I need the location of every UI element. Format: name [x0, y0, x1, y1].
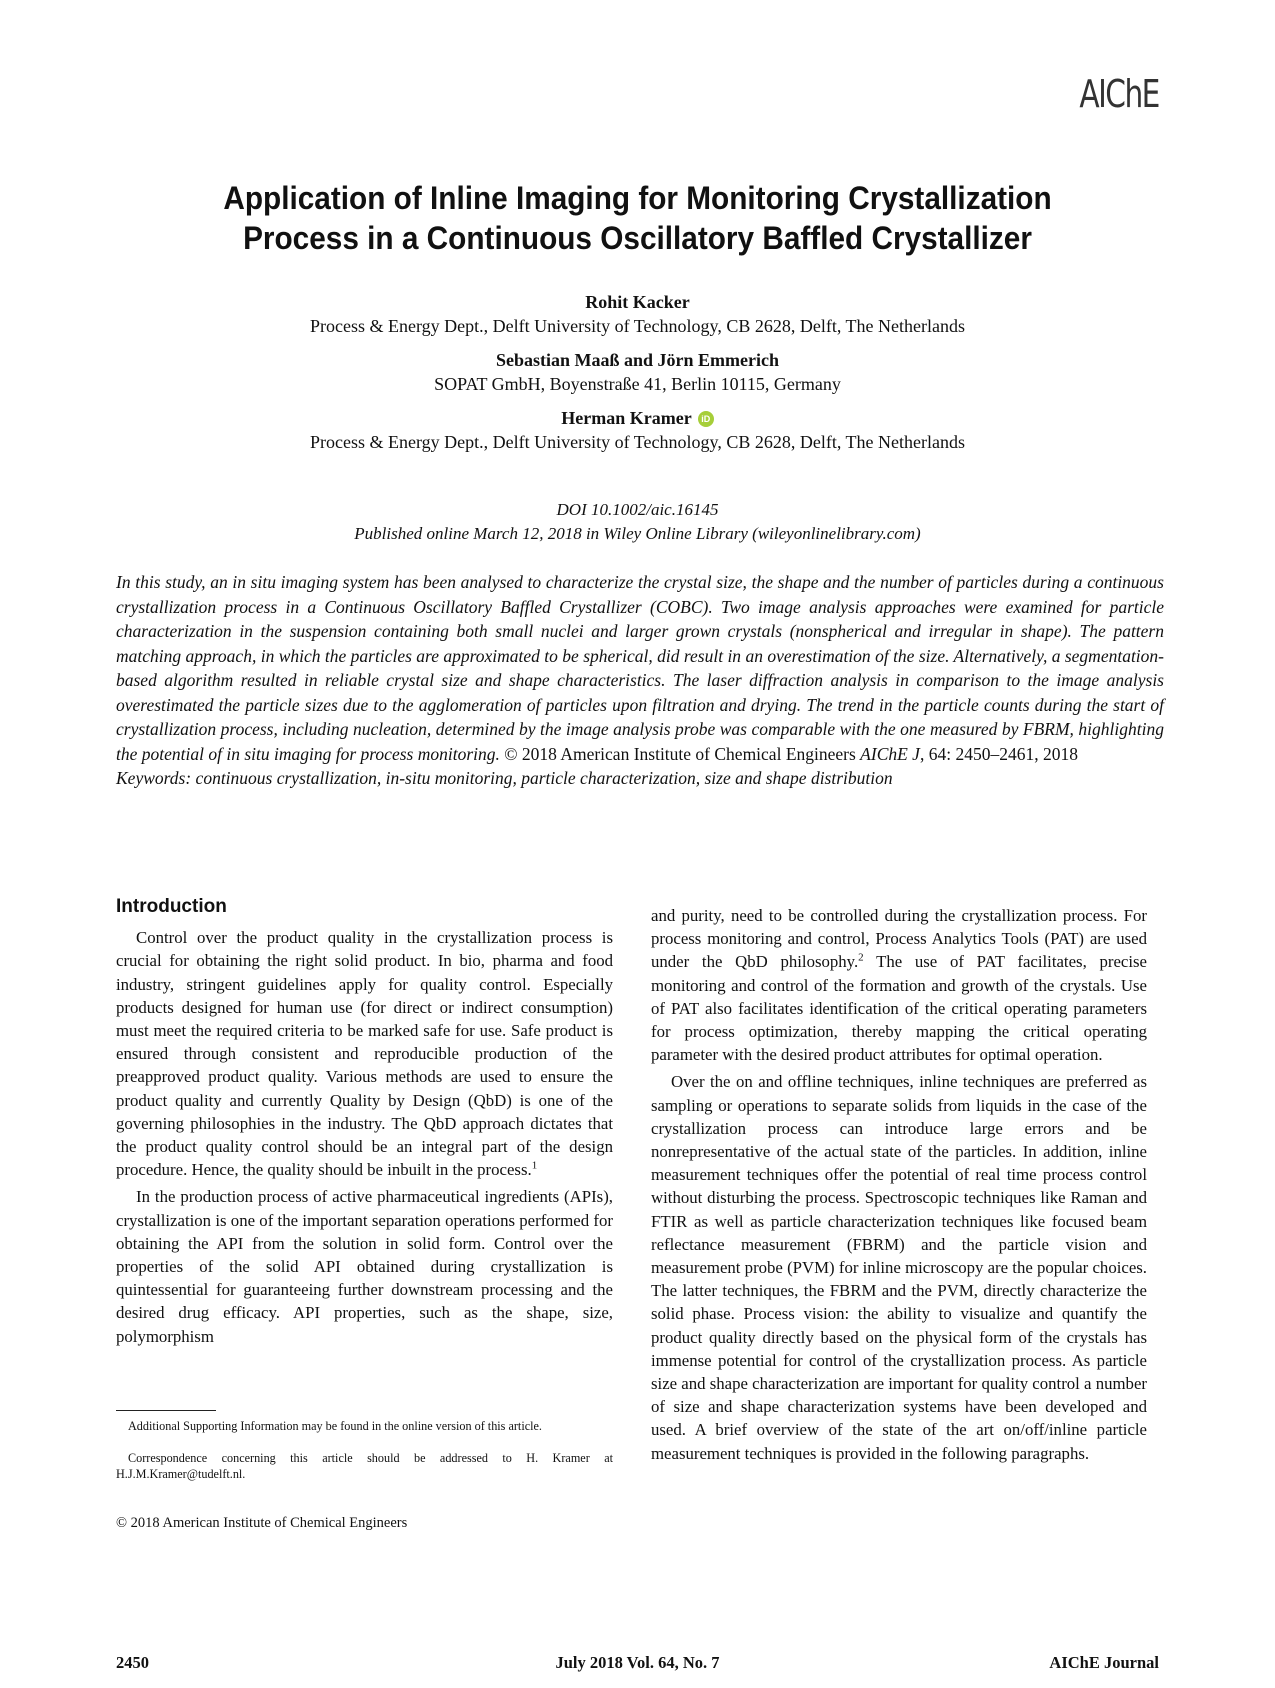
footnote: Correspondence concerning this article should be addressed to H. Kramer at H.J.M.Kramer@tudelft.nl.: [116, 1451, 613, 1481]
published-online: Published online March 12, 2018 in Wiley Online Library (wileyonlinelibrary.com): [354, 524, 921, 543]
abstract-citation: , 64: 2450–2461, 2018: [919, 743, 1078, 764]
issue-info: July 2018 Vol. 64, No. 7: [555, 1653, 720, 1672]
section-heading: Introduction: [116, 896, 227, 917]
publication-info: [110, 498, 1165, 546]
abstract-text: [116, 570, 1164, 766]
copyright-notice: © 2018 American Institute of Chemical Engineers: [116, 1515, 408, 1531]
paragraph-text: and purity, need to be controlled during the crystallization process. For process monitoring and control, Process Analytics Tools (PAT) are used under the QbD philosophy.: [651, 906, 1147, 972]
author-affiliation: Process & Energy Dept., Delft University of Technology, CB 2628, Delft, The Netherlands: [310, 432, 965, 452]
article-title: [110, 178, 1165, 258]
journal-abbrev: AIChE J: [860, 743, 920, 764]
doi: DOI 10.1002/aic.16145: [556, 500, 719, 519]
title-line-1: Application of Inline Imaging for Monitoring Crystallization: [223, 180, 1052, 216]
title-line-2: Process in a Continuous Oscillatory Baffled Crystallizer: [243, 220, 1032, 256]
author-name: Sebastian Maaß and Jörn Emmerich: [495, 350, 780, 370]
body-column-left: [116, 895, 613, 1352]
page-number: 2450: [116, 1653, 149, 1672]
footnotes: [116, 1418, 613, 1498]
abstract-body: In this study, an in situ imaging system has been analysed to characterize the crystal size, the shape and the number of particles during a continuous crystallization process in a Continuous Oscillatory Baffled Crystallizer (COBC). Two image analysis approaches were examined for particle characterization in the suspension containing both small nuclei and larger grown crystals (nonspherical and irregular in shape). The pattern matching approach, in which the particles are approximated to be spherical, did result in an overestimation of the size. Alternatively, a segmentation-based algorithm resulted in reliable crystal size and shape characteristics. The laser diffraction analysis in comparison to the image analysis overestimated the particle sizes due to the agglomeration of particles upon filtration and drying. The trend in the particle counts during the start of crystallization process, including nucleation, determined by the image analysis probe was comparable with the one measured by FBRM, highlighting the potential of in situ imaging for process monitoring.: [116, 572, 1164, 764]
author-name-with-orcid: [110, 406, 1165, 430]
paragraph: [116, 926, 613, 1181]
orcid-icon[interactable]: iD: [698, 411, 714, 427]
author-affiliation: Process & Energy Dept., Delft University of Technology, CB 2628, Delft, The Netherlands: [310, 316, 965, 336]
reference-marker[interactable]: 1: [531, 1159, 538, 1172]
author-affiliation: SOPAT GmbH, Boyenstraße 41, Berlin 10115, Germany: [434, 374, 841, 394]
paragraph: In the production process of active pharmaceutical ingredients (APIs), crystallization is one of the important separation operations performed for obtaining the API from the solution in solid form. Control over the properties of the solid API obtained during crystallization is quintessential for guaranteeing further downstream processing and the desired drug efficacy. API properties, such as the shape, size, polymorphism: [116, 1187, 613, 1346]
abstract-copyright: © 2018 American Institute of Chemical Engineers: [499, 743, 861, 764]
aiche-logo: AIChE: [1079, 72, 1159, 116]
paragraph: [651, 904, 1147, 1066]
paragraph-text: Control over the product quality in the crystallization process is crucial for obtaining the right solid product. In bio, pharma and food industry, stringent guidelines apply for quality control. Especially products designed for human use (for direct or indirect consumption) must meet the required criteria to be marked safe for use. Safe product is ensured through consistent and reproducible production of the preapproved product quality. Various methods are used to ensure the product quality and currently Quality by Design (QbD) is one of the governing philosophies in the industry. The QbD approach dictates that the product quality control should be an integral part of the design procedure. Hence, the quality should be inbuilt in the process.: [116, 928, 613, 1180]
footnote: Additional Supporting Information may be found in the online version of this article.: [128, 1419, 542, 1433]
abstract: [116, 570, 1164, 791]
paragraph-text: The use of PAT facilitates, precise monitoring and control of the formation and growth of the crystals. Use of PAT also facilitates identification of the critical operating parameters for process optimization, thereby mapping the critical operating parameter with the desired product attributes for optimal operation.: [651, 952, 1147, 1065]
paragraph: Over the on and offline techniques, inline techniques are preferred as sampling or operations to separate solids from liquids in the case of the crystallization process can introduce large errors and be nonrepresentative of the actual state of the particles. In addition, inline measurement techniques offer the potential of real time process control without disturbing the process. Spectroscopic techniques like Raman and FTIR as well as particle characterization techniques like focused beam reflectance measurement (FBRM) and the particle vision and measurement probe (PVM) for inline microscopy are the popular choices. The latter techniques, the FBRM and the PVM, directly characterize the solid phase. Process vision: the ability to visualize and quantify the product quality directly based on the physical form of the crystals has immense potential for control of the crystallization process. As particle size and shape characterization are important for quality control a number of size and shape characterization systems have been developed and used. A brief overview of the state of the art on/off/inline particle measurement techniques is provided in the following paragraphs.: [651, 1072, 1147, 1463]
reference-marker[interactable]: 2: [858, 951, 864, 964]
author-name: Herman Kramer: [561, 408, 692, 428]
keywords: Keywords: continuous crystallization, in-situ monitoring, particle characterization, size and shape distribution: [116, 768, 893, 788]
author-name: Rohit Kacker: [585, 292, 690, 312]
footnote-divider: [116, 1410, 216, 1411]
author-block: [110, 290, 1165, 464]
body-column-right: [651, 904, 1147, 1469]
journal-name: AIChE Journal: [1049, 1653, 1159, 1672]
